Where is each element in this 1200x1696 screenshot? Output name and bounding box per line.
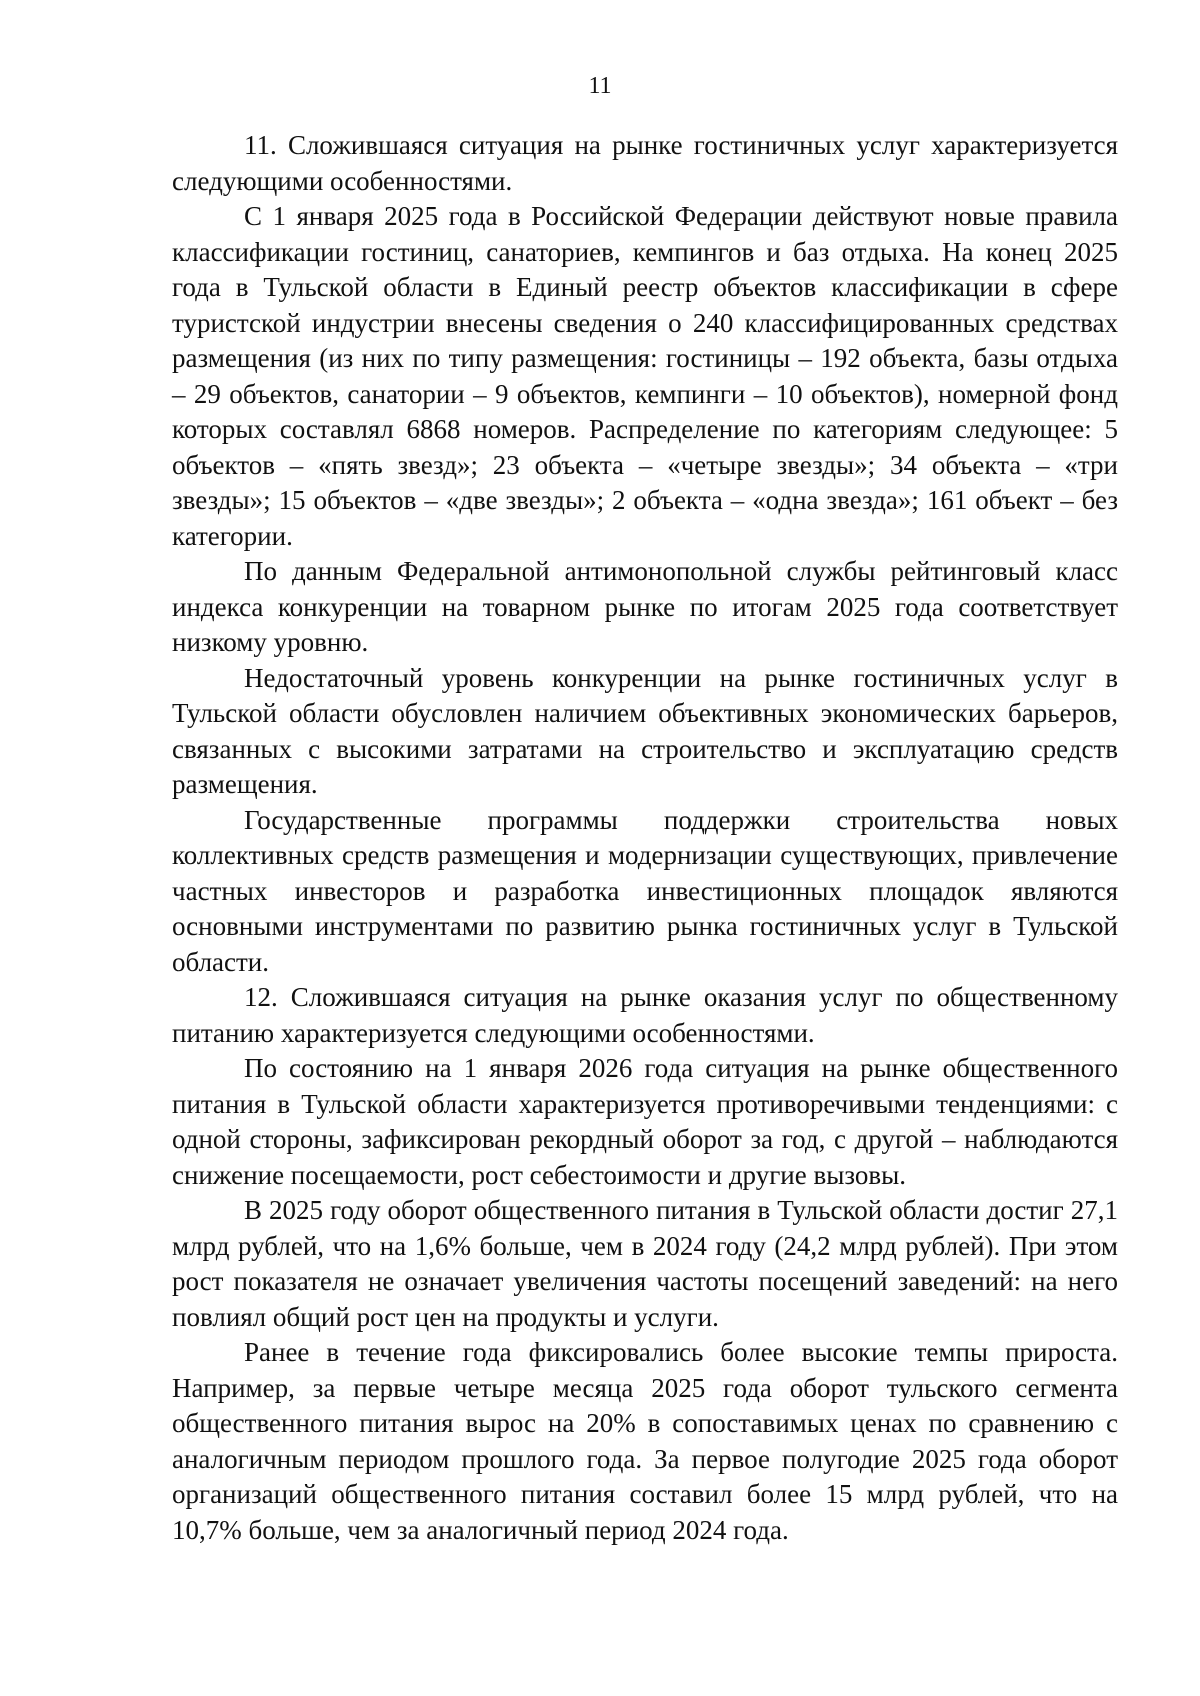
- page-number: 11: [588, 73, 612, 99]
- document-body: [172, 128, 1118, 1548]
- paragraph-state-programs: Государственные программы поддержки строительства новых коллективных средств размещения и модернизации существующих, привлечение частных инвесторов и разработка инвестиционных площадок являются основными инструментами по развитию рынка гостиничных услуг в Тульской области.: [172, 804, 1118, 977]
- paragraph-catering-situation: По состоянию на 1 января 2026 года ситуация на рынке общественного питания в Тульской области характеризуется противоречивыми тенденциями: с одной стороны, зафиксирован рекордный оборот за год, с другой – наблюдаются снижение посещаемости, рост себестоимости и другие вызовы.: [172, 1053, 1118, 1190]
- paragraph-hotel-market-intro: 11. Сложившаяся ситуация на рынке гостиничных услуг характеризуется следующими особенностями.: [172, 130, 1118, 196]
- paragraph-catering-growth: Ранее в течение года фиксировались более высокие темпы прироста. Например, за первые четыре месяца 2025 года оборот тульского сегмента общественного питания вырос на 20% в сопоставимых ценах по сравнению с аналогичным периодом прошлого года. За первое полугодие 2025 года оборот организаций общественного питания составил более 15 млрд рублей, что на 10,7% больше, чем за аналогичный период 2024 года.: [172, 1337, 1118, 1545]
- paragraph-competition-barriers: Недостаточный уровень конкуренции на рынке гостиничных услуг в Тульской области обусловлен наличием объективных экономических барьеров, связанных с высокими затратами на строительство и эксплуатацию средств размещения.: [172, 662, 1118, 799]
- paragraph-catering-market-intro: 12. Сложившаяся ситуация на рынке оказания услуг по общественному питанию характеризуется следующими особенностями.: [172, 982, 1118, 1048]
- paragraph-hotel-classification: С 1 января 2025 года в Российской Федерации действуют новые правила классификации гостиниц, санаториев, кемпингов и баз отдыха. На конец 2025 года в Тульской области в Единый реестр объектов классификации в сфере туристской индустрии внесены сведения о 240 классифицированных средствах размещения (из них по типу размещения: гостиницы – 192 объекта, базы отдыха – 29 объектов, санатории – 9 объектов, кемпинги – 10 объектов), номерной фонд которых составлял 6868 номеров. Распределение по категориям следующее: 5 объектов – «пять звезд»; 23 объекта – «четыре звезды»; 34 объекта – «три звезды»; 15 объектов – «две звезды»; 2 объекта – «одна звезда»; 161 объект – без категории.: [172, 201, 1118, 551]
- paragraph-catering-turnover: В 2025 году оборот общественного питания в Тульской области достиг 27,1 млрд рублей, что на 1,6% больше, чем в 2024 году (24,2 млрд рублей). При этом рост показателя не означает увеличения частоты посещений заведений: на него повлиял общий рост цен на продукты и услуги.: [172, 1195, 1118, 1332]
- paragraph-competition-index: По данным Федеральной антимонопольной службы рейтинговый класс индекса конкуренции на товарном рынке по итогам 2025 года соответствует низкому уровню.: [172, 556, 1118, 657]
